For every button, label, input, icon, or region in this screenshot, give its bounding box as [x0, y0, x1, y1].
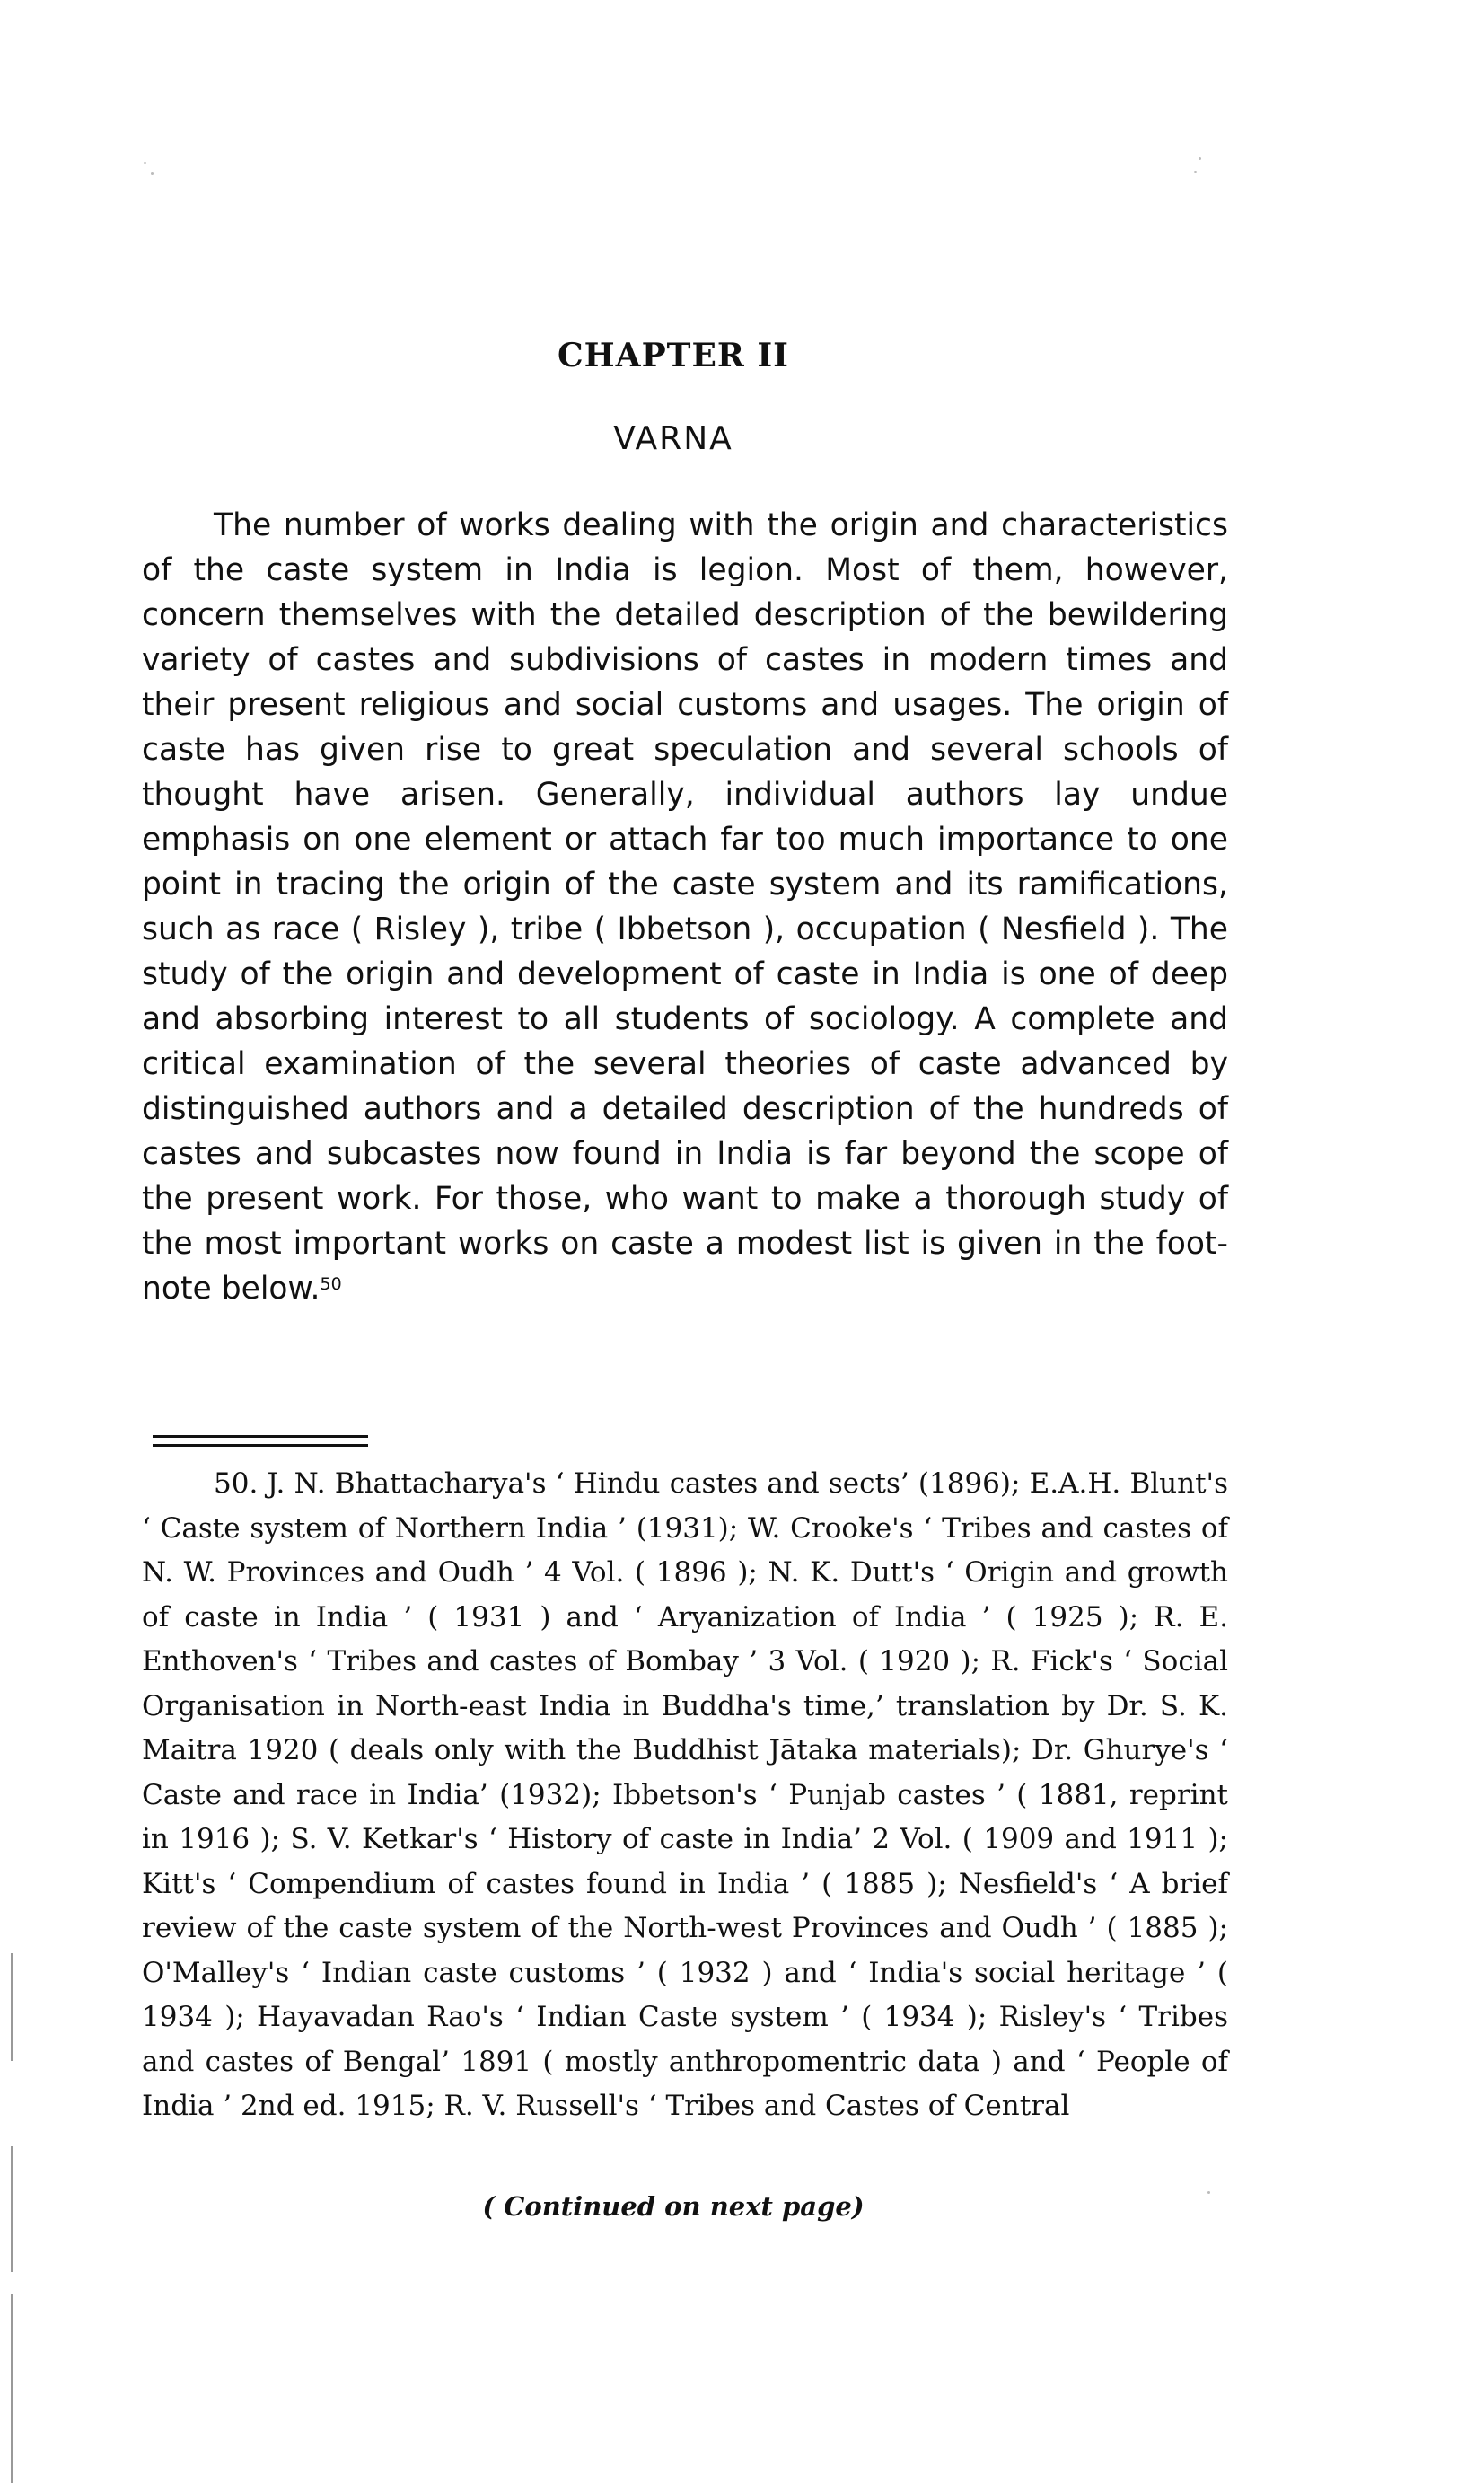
footnote-separator-rule: [153, 1444, 368, 1447]
footnote-text: 50. J. N. Bhattacharya's ‘ Hindu castes and sects’ (1896); E.A.H. Blunt's ‘ Caste system of Northern India ’ (1931); W. Crooke's ‘ Tribes and castes of N. W. Provinces and Oudh ’ 4 Vol. ( 1896 ); N. K. Dutt's ‘ Origin and growth of caste in India ’ ( 1931 ) and ‘ Aryanization of India ’ ( 1925 ); R. E. Enthoven's ‘ Tribes and castes of Bombay ’ 3 Vol. ( 1920 ); R. Fick's ‘ Social Organisation in North-east India in Buddha's time,’ translation by Dr. S. K. Maitra 1920 ( deals only with the Buddhist Jātaka materials); Dr. Ghurye's ‘ Caste and race in India’ (1932); Ibbetson's ‘ Punjab castes ’ ( 1881, reprint in 1916 ); S. V. Ketkar's ‘ History of caste in India’ 2 Vol. ( 1909 and 1911 ); Kitt's ‘ Compendium of castes found in India ’ ( 1885 ); Nesfield's ‘ A brief review of the caste system of the North-west Provinces and Oudh ’ ( 1885 ); O'Malley's ‘ Indian caste customs ’ ( 1932 ) and ‘ India's social heritage ’ ( 1934 ); Hayavadan Rao's ‘ Indian Caste system ’ ( 1934 ); Risley's ‘ Tribes and castes of Bengal’ 1891 ( mostly anthropomentric data ) and ‘ People of India ’ 2nd ed. 1915; R. V. Russell's ‘ Tribes and Castes of Central: [142, 1467, 1228, 2122]
scan-edge-line: [11, 2146, 13, 2272]
scan-edge-line: [11, 1953, 13, 2061]
chapter-title: CHAPTER II: [557, 337, 790, 374]
scan-speck: [1199, 157, 1201, 160]
continued-note: ( Continued on next page): [482, 2191, 865, 2222]
section-title: VARNA: [613, 420, 733, 457]
scan-speck: [144, 162, 146, 164]
scan-edge-line: [11, 2294, 13, 2483]
footnote-separator-rule: [153, 1435, 368, 1438]
scan-speck: [1194, 171, 1197, 173]
footnote-reference: 50: [320, 1274, 342, 1294]
scan-speck: [151, 172, 154, 175]
body-paragraph-text: The number of works dealing with the origin and characteristics of the caste system in India is legion. Most of them, however, concern themselves with the detailed description of the bewildering variety of castes and subdivisions of castes in modern times and their present religious and social customs and usages. The origin of caste has given rise to great speculation and several schools of thought have arisen. Generally, individual authors lay undue emphasis on one element or attach far too much importance to one point in tracing the origin of the caste system and its ramifications, such as race ( Risley ), tribe ( Ibbetson ), occupation ( Nesfield ). The study of the origin and development of caste in India is one of deep and absorbing interest to all students of sociology. A complete and critical examination of the several theories of caste advanced by distinguished authors and a detailed description of the hundreds of castes and subcastes now found in India is far beyond the scope of the present work. For those, who want to make a thorough study of the most important works on caste a modest list is given in the foot-note below.: [142, 507, 1228, 1307]
body-paragraph: [142, 503, 1228, 1311]
